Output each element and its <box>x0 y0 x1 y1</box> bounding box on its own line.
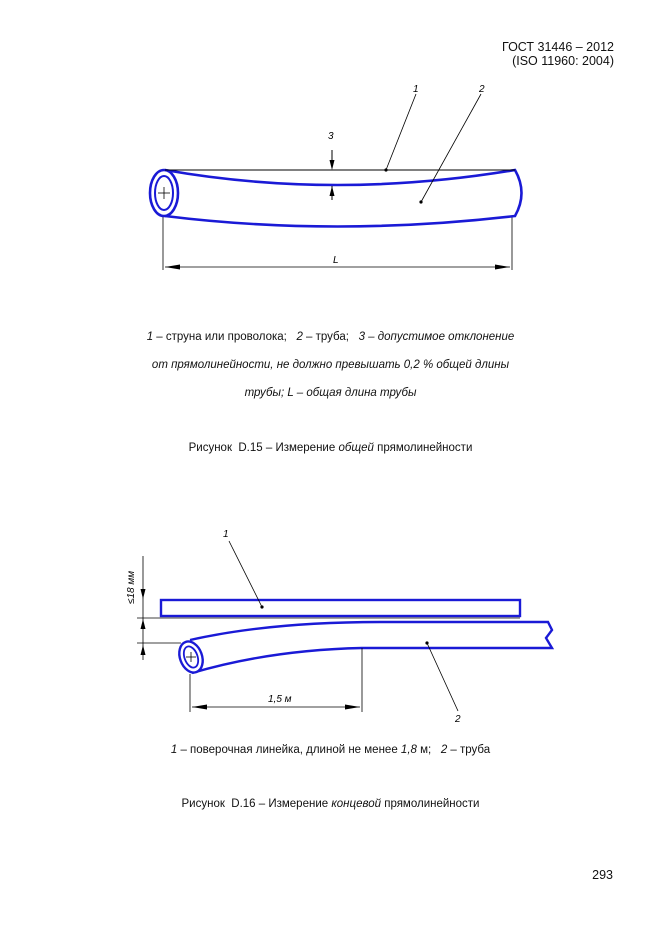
caption16-prefix: Рисунок D.16 – Измерение <box>181 798 332 810</box>
label-L: L <box>333 255 339 266</box>
legend-text-1: – струна или проволока; <box>153 331 297 343</box>
iso-reference: (ISO 11960: 2004) <box>512 54 614 68</box>
pipe-end-bent <box>190 622 552 673</box>
label16-1: 1 <box>223 529 229 540</box>
legend-num-2: 2 <box>296 331 303 343</box>
standard-number: ГОСТ 31446 – 2012 <box>502 40 614 54</box>
legend16-len: 1,8 <box>400 744 417 756</box>
caption16-emph: концевой <box>331 798 382 810</box>
caption-suffix: прямолинейности <box>373 442 473 454</box>
legend16-num-2: 2 <box>440 744 448 756</box>
label16-2: 2 <box>455 714 461 725</box>
label-2: 2 <box>479 84 485 95</box>
page-number: 293 <box>592 868 613 882</box>
legend-line-2: от прямолинейности, не должно превышать 0,2 % общей длины <box>151 359 510 371</box>
caption16-suffix: прямолинейности <box>381 798 480 810</box>
caption-emph: общей <box>338 442 374 454</box>
straightedge <box>161 600 520 616</box>
legend-num-1: 1 <box>146 331 154 343</box>
caption-prefix: Рисунок D.15 – Измерение <box>188 442 339 454</box>
legend16-text-3: – труба <box>447 744 491 756</box>
label-1: 1 <box>413 84 419 95</box>
figure-d16-legend <box>0 742 661 758</box>
legend16-text-2: м; <box>416 744 441 756</box>
legend-text-2: – труба; <box>302 331 359 343</box>
legend-line-3: трубы; L – общая длина трубы <box>244 387 417 399</box>
dim-max-gap: ≤18 мм <box>126 570 137 604</box>
legend-text-3: 3 – допустимое отклонение <box>358 331 515 343</box>
legend16-num-1: 1 <box>170 744 178 756</box>
label-3: 3 <box>328 131 334 142</box>
dim-length: 1,5 м <box>268 694 292 705</box>
figure-d16-caption <box>0 798 661 810</box>
legend16-text-1: – поверочная линейка, длиной не менее <box>177 744 401 756</box>
